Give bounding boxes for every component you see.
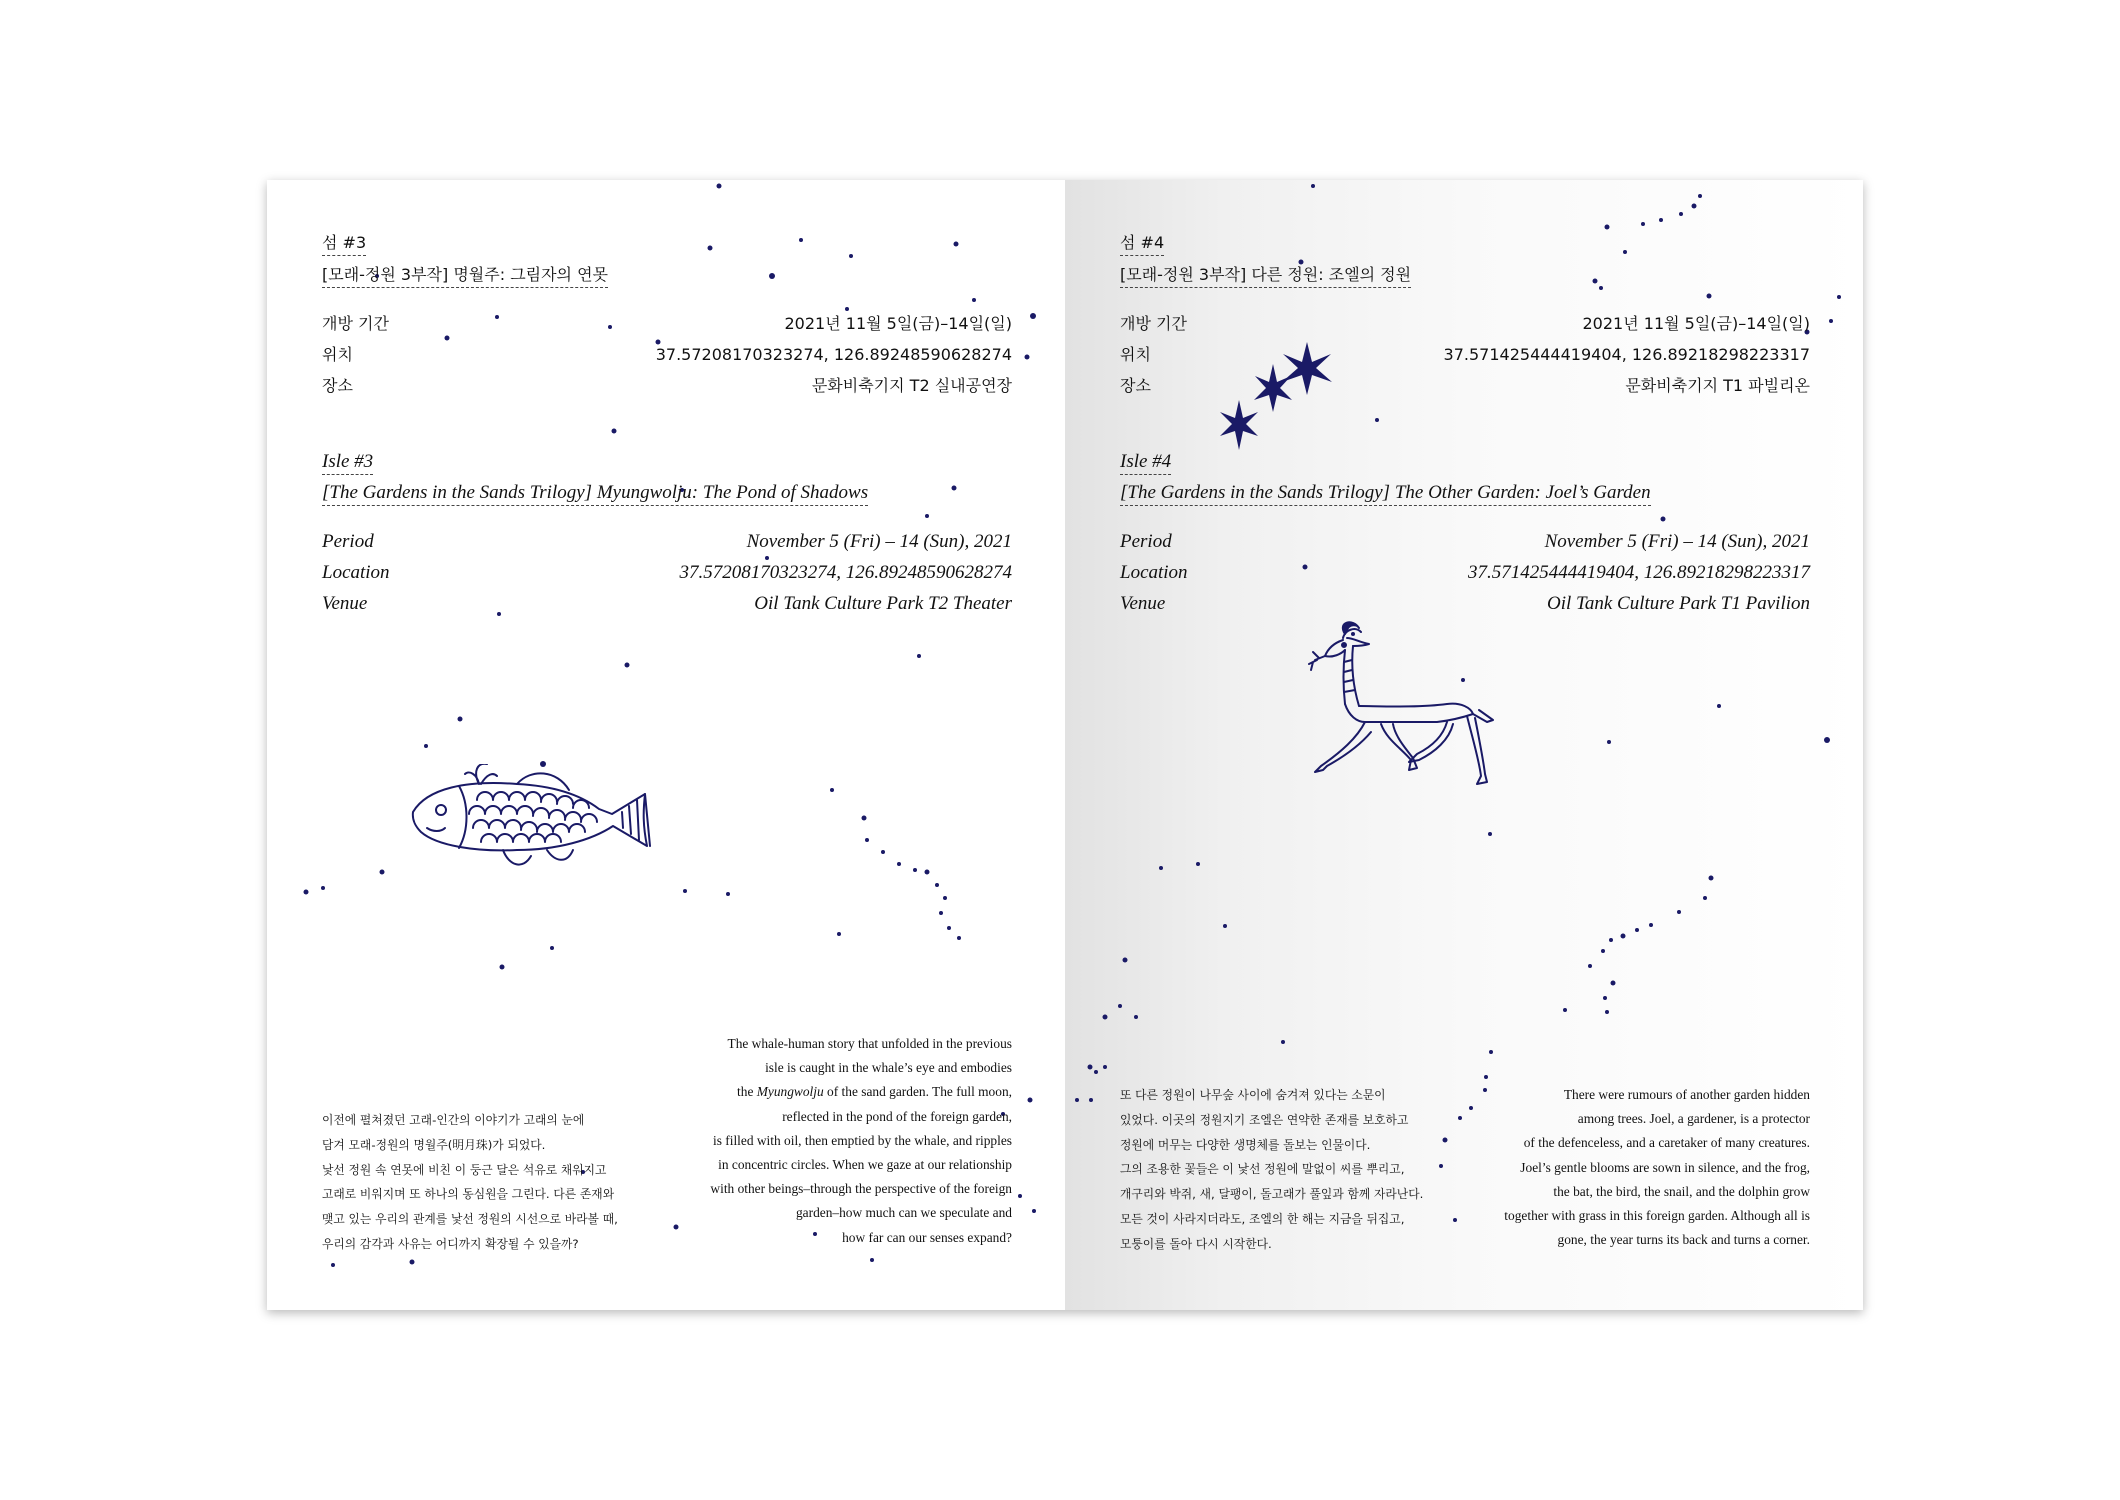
- info-row-period-en: Period November 5 (Fri) – 14 (Sun), 2021: [322, 531, 1012, 552]
- fish-icon: [407, 764, 667, 884]
- info-row-venue-ko: 장소 문화비축기지 T2 실내공연장: [322, 376, 1012, 395]
- body-text-en: There were rumours of another garden hidden among trees. Joel, a gardener, is a protector of the defenceless, and a caretaker of many creatures. Joel’s gentle blooms are sown in silence, and the frog, the bat, the bird, the snail, and the dolphin grow together with grass in this foreign garden. Although all is gone, the year turns its back and turns a corner.: [1504, 1087, 1810, 1248]
- info-row-venue-en: Venue Oil Tank Culture Park T1 Pavilion: [1120, 593, 1810, 614]
- exhibit-title-ko: [모래-정원 3부작] 명월주: 그림자의 연못: [322, 264, 608, 288]
- exhibit-title-ko: [모래-정원 3부작] 다른 정원: 조엘의 정원: [1120, 264, 1411, 288]
- isle-label-ko: 섬 #4: [1120, 232, 1164, 256]
- antelope-icon: [1297, 620, 1517, 820]
- info-row-venue-ko: 장소 문화비축기지 T1 파빌리온: [1120, 376, 1810, 395]
- isle-label-en: Isle #4: [1120, 450, 1171, 475]
- body-text-en: The whale-human story that unfolded in the previous isle is caught in the whale’s eye and embodies the Myungwolju of the sand garden. The full moon, reflected in the pond of the foreign garden, is filled with oil, then emptied by the whale, and ripples in concentric circles. When we gaze at our relationship with other beings–through the perspective of the foreign garden–how much can we speculate and how far can our senses expand?: [710, 1036, 1012, 1245]
- isle-label-ko: 섬 #3: [322, 232, 366, 256]
- info-row-location-ko: 위치 37.571425444419404, 126.89218298223317: [1120, 345, 1810, 364]
- left-page: [267, 180, 1065, 1310]
- isle-label-en: Isle #3: [322, 450, 373, 475]
- right-page: [1065, 180, 1863, 1310]
- info-row-location-en: Location 37.57208170323274, 126.89248590628274: [322, 562, 1012, 583]
- info-row-period-ko: 개방 기간 2021년 11월 5일(금)–14일(일): [322, 314, 1012, 333]
- info-row-location-en: Location 37.571425444419404, 126.89218298223317: [1120, 562, 1810, 583]
- info-row-location-ko: 위치 37.57208170323274, 126.89248590628274: [322, 345, 1012, 364]
- body-text-ko: 이전에 펼쳐졌던 고래-인간의 이야기가 고래의 눈에 담겨 모래-정원의 명월주(明月珠)가 되었다. 낯선 정원 속 연못에 비친 이 둥근 달은 석유로 채워지고 고래로 비워지며 또 하나의 동심원을 그린다. 다른 존재와 맺고 있는 우리의 관계를 낯선 정원의 시선으로 바라볼 때, 우리의 감각과 사유는 어디까지 확장될 수 있을까?: [322, 1113, 618, 1251]
- exhibit-title-en: [The Gardens in the Sands Trilogy] The Other Garden: Joel’s Garden: [1120, 481, 1651, 506]
- info-row-period-en: Period November 5 (Fri) – 14 (Sun), 2021: [1120, 531, 1810, 552]
- info-row-venue-en: Venue Oil Tank Culture Park T2 Theater: [322, 593, 1012, 614]
- info-row-period-ko: 개방 기간 2021년 11월 5일(금)–14일(일): [1120, 314, 1810, 333]
- exhibit-title-en: [The Gardens in the Sands Trilogy] Myungwolju: The Pond of Shadows: [322, 481, 868, 506]
- booklet-spread: [267, 180, 1863, 1310]
- body-text-ko: 또 다른 정원이 나무숲 사이에 숨겨져 있다는 소문이 있었다. 이곳의 정원지기 조엘은 연약한 존재를 보호하고 정원에 머무는 다양한 생명체를 돌보는 인물이다. 그의 조용한 꽃들은 이 낯선 정원에 말없이 씨를 뿌리고, 개구리와 박쥐, 새, 달팽이, 돌고래가 풀잎과 함께 자라난다. 모든 것이 사라지더라도, 조엘의 한 해는 지금을 뒤집고, 모퉁이를 돌아 다시 시작한다.: [1120, 1088, 1424, 1251]
